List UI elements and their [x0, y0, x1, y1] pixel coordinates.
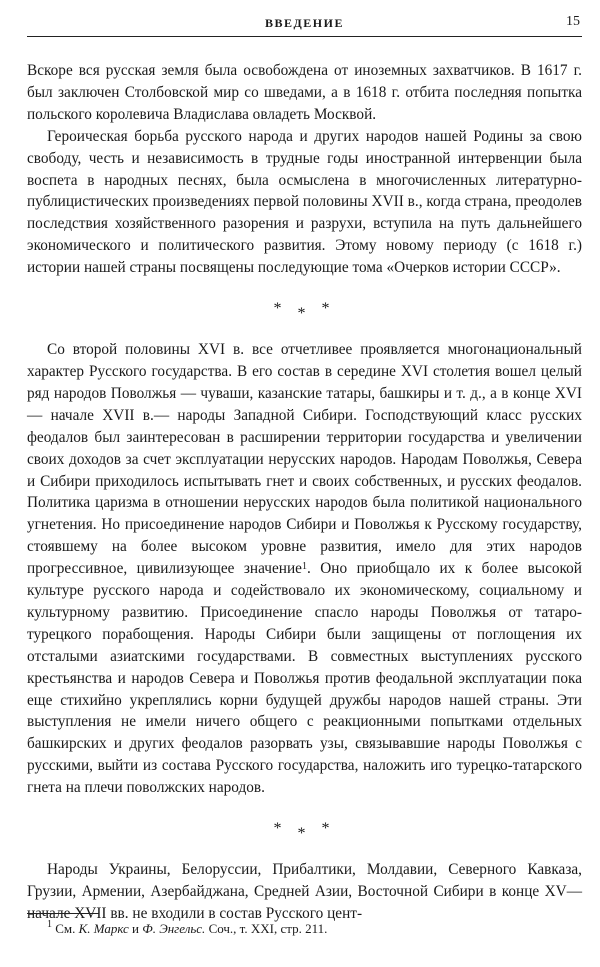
paragraph-3-text-a: Со второй половины XVI в. все отчетливее проявляется многонациональный характер Русского государства. В его состав в середине XVI столетия вошел целый ряд народов Поволжья — чуваши, казанские татары, башкиры и т. д., а в конце XVI — начале XVII в.— народы Западной Сибири. Господствующий класс русских феодалов был заинтересован в расширении территории государства и увеличении своих доходов за счет эксплуатации нерусских народов. Народам Поволжья, Севера и Сибири приходилось испытывать гнет и своих собственных, и русских феодалов. Политика царизма в отношении нерусских народов была политикой национального угнетения. Но присоединение народов Сибири и Поволжья к Русскому государству, стоявшему на более высоком уровне развития, имело для этих народов прогрессивное, цивилизующее значение — [27, 341, 582, 578]
paragraph-4: Народы Украины, Белоруссии, Прибалтики, Молдавии, Северного Кавказа, Грузии, Армении, Азербайджана, Средней Азии, Восточной Сибири в конце XV—начале XVII вв. не входили в состав Русского цент- — [27, 861, 582, 922]
paragraph-3-text-b: . Оно приобщало их к более высокой культуре русского народа и содействовало их экономическому, социальному и культурному развитию. Присоединение спасло народы Поволжья от татаро-турецкого порабощения. Народы Сибири были защищены от поглощения их отсталыми азиатскими государствами. В совместных выступлениях русского крестьянства и народов Севера и Поволжья против феодальной эксплуатации пока еще стихийно укреплялись корни будущей дружбы народов нашей страны. Эти выступления не имели ничего общего с реакционными попытками отдельных башкирских и других феодалов разорвать узы, связывавшие народы Поволжья с русскими, выйти из состава Русского государства, наложить иго турецко-татарского гнета на плечи поволжских народов. — [27, 560, 582, 797]
paragraph-3 — [27, 339, 582, 799]
separator-star: * — [297, 305, 312, 323]
page-header — [27, 14, 582, 37]
running-title: ВВЕДЕНИЕ — [265, 16, 344, 30]
separator-star: * — [273, 820, 288, 838]
section-separator-2 — [27, 799, 582, 859]
footnote-mark: 1 — [47, 919, 52, 930]
paragraph-2: Героическая борьба русского народа и других народов нашей Родины за свою свободу, честь и независимость в трудные годы иностранной интервенции была воспета в народных песнях, была осмыслена в многочисленных литературно-публицистических произведениях первой половины XVII в., когда страна, преодолев последствия хозяйственного разорения и разрухи, вступила на путь дальнейшего экономического и политического развития. Этому новому периоду (с 1618 г.) истории нашей страны посвящены последующие тома «Очерков истории СССР». — [27, 127, 582, 277]
page-number: 15 — [566, 14, 580, 29]
separator-star: * — [321, 820, 336, 838]
separator-star: * — [297, 825, 312, 843]
separator-star: * — [273, 300, 288, 318]
section-separator-1 — [27, 279, 582, 339]
footnote-conj: и — [132, 921, 140, 936]
footnote-prefix: См. — [55, 921, 76, 936]
footnote-reference[interactable]: 1 — [301, 561, 307, 573]
footnote-author-2: Ф. Энгельс. — [142, 921, 206, 936]
separator-star: * — [321, 300, 336, 318]
footnote — [47, 921, 327, 937]
footnote-citation: Соч., т. XXI, стр. 211. — [208, 921, 328, 936]
footnote-author-1: К. Маркс — [78, 921, 129, 936]
footnote-divider — [27, 913, 99, 914]
paragraph-1: Вскоре вся русская земля была освобождена от иноземных захватчиков. В 1617 г. был заключен Столбовской мир со шведами, а в 1618 г. отбита последняя попытка польского королевича Владислава овладеть Москвой. — [27, 62, 582, 123]
main-text — [27, 60, 582, 925]
